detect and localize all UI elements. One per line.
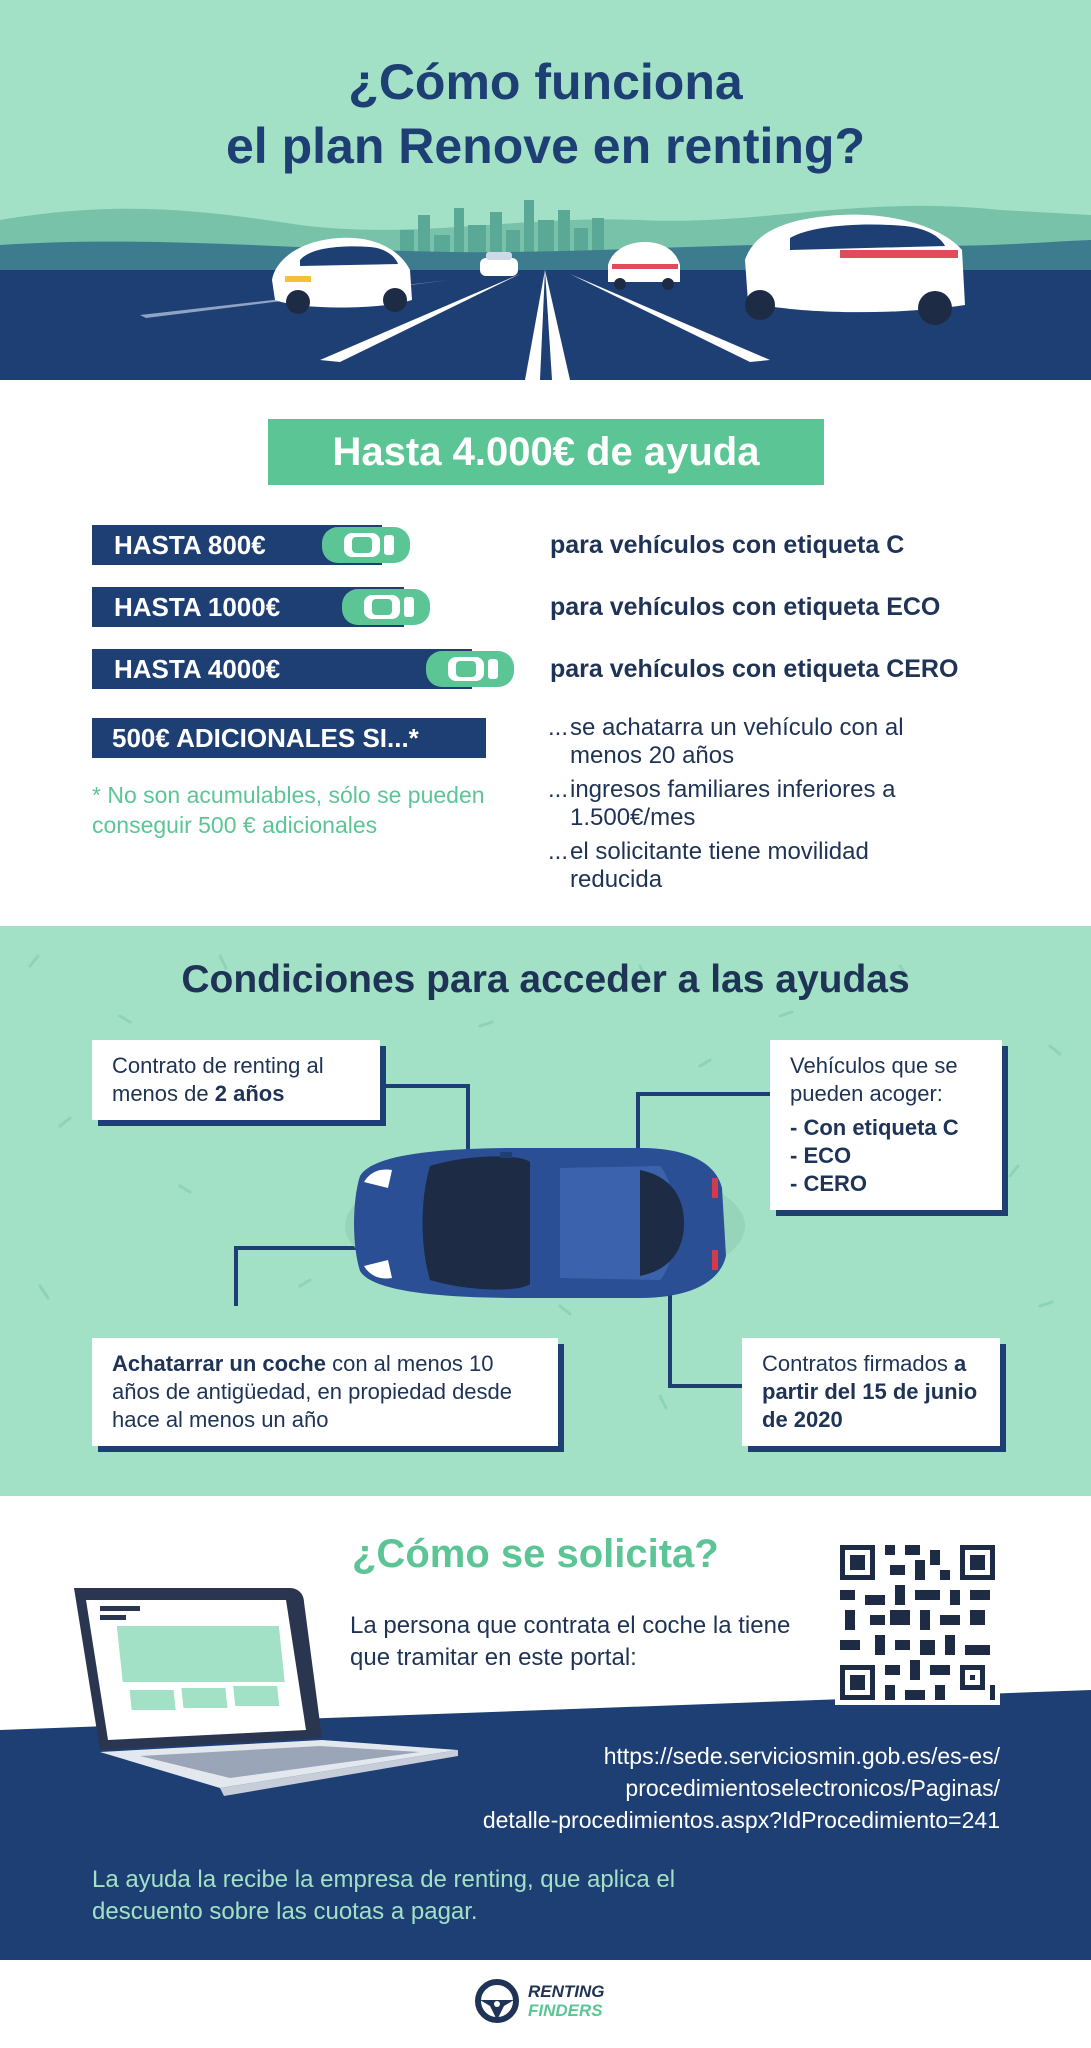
title-line-1: ¿Cómo funciona	[348, 54, 743, 110]
condition-line-2: 1.500€/mes	[570, 804, 696, 831]
tier-desc: para vehículos con etiqueta ECO	[550, 593, 941, 621]
how-to-apply-text: La persona que contrata el coche la tiene que tramitar en este portal:	[350, 1612, 791, 1671]
url-line: procedimientoselectronicos/Paginas/	[625, 1775, 1000, 1801]
tier-desc: para vehículos con etiqueta C	[550, 531, 905, 559]
tier-bar-cero	[92, 649, 472, 689]
page-title	[0, 50, 1091, 178]
bonus-condition	[548, 714, 904, 770]
green-car-icon	[422, 645, 518, 693]
condition-line-2: menos 20 años	[570, 742, 735, 769]
aid-amount-banner: Hasta 4.000€ de ayuda	[268, 419, 824, 485]
tier-bar-c	[92, 525, 382, 565]
conditions-title: Condiciones para acceder a las ayudas	[181, 958, 910, 1001]
steering-wheel-icon	[472, 1976, 522, 2026]
condition-line-1: ingresos familiares inferiores a	[570, 776, 896, 803]
url-line: detalle-procedimientos.aspx?IdProcedimiento=241	[482, 1807, 1000, 1833]
aid-recipient-text: La ayuda la recibe la empresa de renting, que aplica el descuento sobre las cuotas a pagar.	[92, 1866, 676, 1925]
road-illustration	[0, 190, 1091, 380]
brand-name-line-2: FINDERS	[528, 2001, 603, 2020]
tier-label: HASTA 800€	[114, 530, 266, 560]
box-bold: Achatarrar un coche	[112, 1351, 326, 1376]
vehicle-item: - CERO	[790, 1171, 867, 1196]
tier-label: HASTA 4000€	[114, 654, 281, 684]
ellipsis: ...	[548, 838, 569, 865]
green-car-icon	[338, 583, 434, 631]
ellipsis: ...	[548, 776, 569, 803]
green-car-icon	[318, 521, 414, 569]
how-to-apply-title: ¿Cómo se solicita?	[352, 1532, 719, 1576]
box-text: Contrato de renting al menos de	[112, 1053, 324, 1106]
portal-url-link[interactable]	[380, 1740, 1000, 1836]
bonus-condition	[548, 838, 869, 894]
extra-bonus-label: 500€ ADICIONALES SI...*	[92, 718, 486, 758]
vehicle-item: - Con etiqueta C	[790, 1115, 959, 1140]
url-line: https://sede.serviciosmin.gob.es/es-es/	[603, 1743, 1000, 1769]
blue-car-icon	[345, 1148, 745, 1298]
brand-logo	[472, 1976, 632, 2026]
box-text: Contratos firmados	[762, 1351, 954, 1376]
tier-label: HASTA 1000€	[114, 592, 281, 622]
box-intro: Vehículos que se pueden acoger:	[790, 1053, 958, 1106]
tier-desc: para vehículos con etiqueta CERO	[550, 655, 959, 683]
brand-name-line-1: RENTING	[528, 1982, 605, 2001]
box-bold: 2 años	[214, 1081, 285, 1106]
condition-line-1: se achatarra un vehículo con al	[570, 714, 904, 741]
box-bold: a partir del 15 de junio de 2020	[762, 1351, 978, 1432]
hero-banner	[0, 0, 1091, 380]
condition-box-vehicles	[770, 1040, 1002, 1210]
condition-line-2: reducida	[570, 866, 663, 893]
vehicle-item: - ECO	[790, 1143, 852, 1168]
extra-note: * No son acumulables, sólo se pueden conseguir 500 € adicionales	[92, 782, 485, 838]
bonus-condition	[548, 776, 895, 832]
ellipsis: ...	[548, 714, 569, 741]
condition-line-1: el solicitante tiene movilidad	[570, 838, 869, 865]
tier-bar-eco	[92, 587, 404, 627]
condition-box-contract	[92, 1040, 380, 1120]
condition-box-scrap	[92, 1338, 558, 1446]
qr-code-icon[interactable]	[835, 1540, 1000, 1705]
title-line-2: el plan Renove en renting?	[226, 118, 865, 174]
condition-box-date	[742, 1338, 1000, 1446]
box-text: con al menos 10 años de antigüedad, en propiedad desde hace al menos un año	[112, 1351, 513, 1432]
